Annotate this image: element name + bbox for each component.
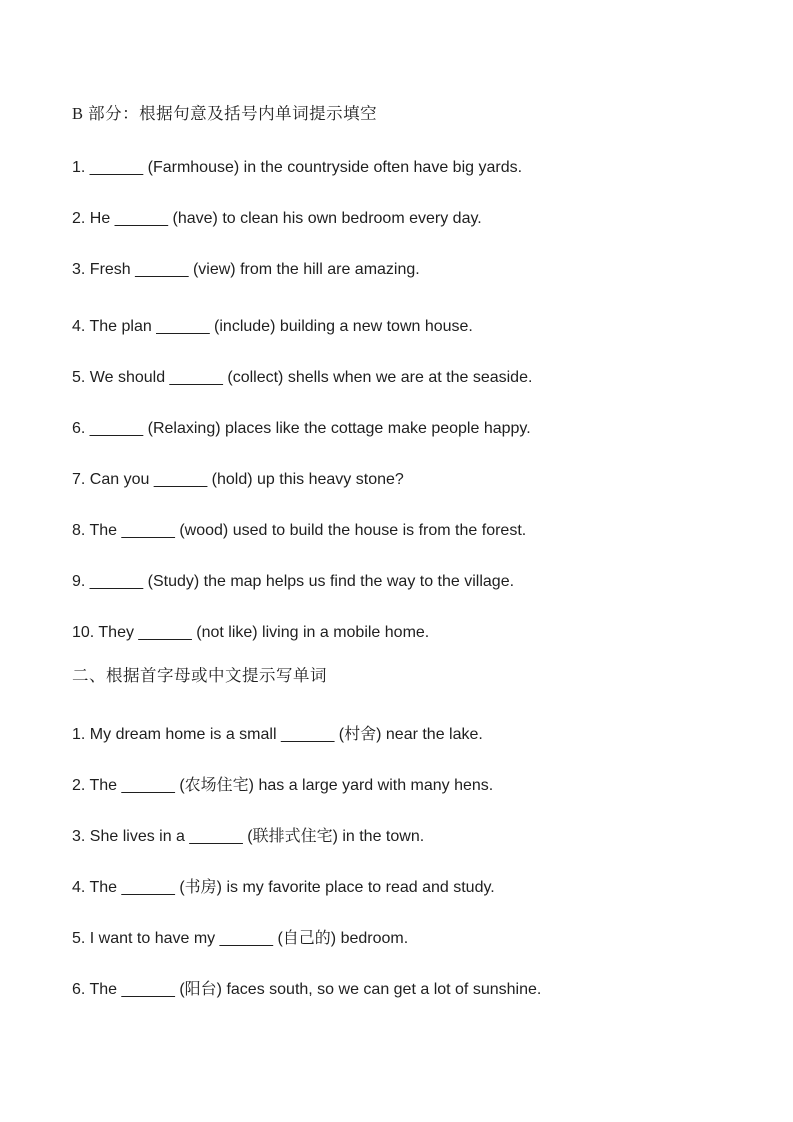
exercise-item-b3: 3. Fresh ______ (view) from the hill are amazing. <box>72 261 420 278</box>
exercise-item-2-1: 1. My dream home is a small ______ (村舍) near the lake. <box>72 726 483 743</box>
section-2-heading: 二、根据首字母或中文提示写单词 <box>72 666 327 685</box>
section-b-heading: B 部分：根据句意及括号内单词提示填空 <box>72 104 378 123</box>
exercise-item-2-3: 3. She lives in a ______ (联排式住宅) in the town. <box>72 828 425 845</box>
exercise-item-2-6: 6. The ______ (阳台) faces south, so we can get a lot of sunshine. <box>72 981 542 998</box>
exercise-item-b8: 8. The ______ (wood) used to build the house is from the forest. <box>72 522 527 539</box>
exercise-item-b5: 5. We should ______ (collect) shells when we are at the seaside. <box>72 369 533 386</box>
exercise-item-b1: 1. ______ (Farmhouse) in the countryside often have big yards. <box>72 159 523 176</box>
exercise-item-b7: 7. Can you ______ (hold) up this heavy stone? <box>72 471 404 488</box>
exercise-item-b2: 2. He ______ (have) to clean his own bedroom every day. <box>72 210 482 227</box>
exercise-item-2-2: 2. The ______ (农场住宅) has a large yard with many hens. <box>72 777 494 794</box>
exercise-item-b4: 4. The plan ______ (include) building a new town house. <box>72 318 473 335</box>
exercise-item-2-5: 5. I want to have my ______ (自己的) bedroom. <box>72 930 409 947</box>
exercise-item-b10: 10. They ______ (not like) living in a mobile home. <box>72 624 430 641</box>
exercise-item-b9: 9. ______ (Study) the map helps us find the way to the village. <box>72 573 515 590</box>
exercise-item-2-4: 4. The ______ (书房) is my favorite place to read and study. <box>72 879 495 896</box>
exercise-item-b6: 6. ______ (Relaxing) places like the cottage make people happy. <box>72 420 531 437</box>
